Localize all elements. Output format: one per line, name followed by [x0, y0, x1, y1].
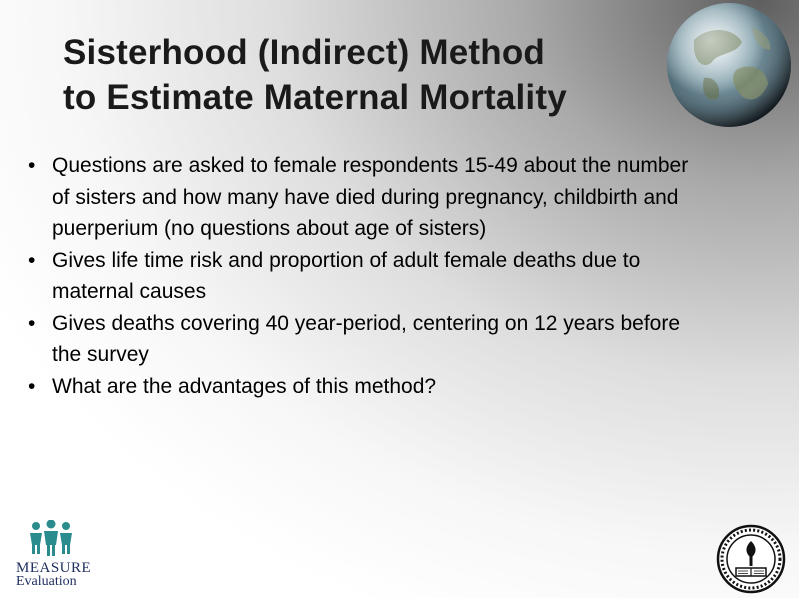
bullet-1-line-3: puerperium (no questions about age of sisters): [52, 217, 487, 240]
bullet-dot: •: [28, 154, 36, 177]
bullet-4-line-1: What are the advantages of this method?: [52, 374, 437, 398]
bullet-2-line-2: maternal causes: [52, 280, 207, 303]
globe-icon: [664, 0, 794, 130]
evaluation-wordmark: Evaluation: [16, 574, 77, 589]
bullet-list: [28, 150, 788, 402]
bullet-item: [28, 371, 788, 403]
bullet-item: [28, 308, 788, 371]
bullet-1-line-2: of sisters and how many have died during pregnancy, childbirth and: [52, 185, 679, 209]
bullet-dot: •: [28, 248, 36, 272]
bullet-item: [28, 150, 788, 245]
bullet-item: [28, 245, 788, 308]
slide-title: [63, 30, 663, 120]
bullet-3-line-2: the survey: [52, 343, 149, 366]
university-seal-icon: [716, 524, 786, 594]
measure-evaluation-logo: [12, 516, 92, 592]
title-line-2: to Estimate Maternal Mortality: [63, 78, 567, 117]
bullet-3-line-1: Gives deaths covering 40 year-period, centering on 12 years before: [52, 311, 681, 335]
title-line-1: Sisterhood (Indirect) Method: [63, 33, 545, 72]
measure-wordmark: MEASURE: [16, 560, 92, 576]
bullet-1-line-1: Questions are asked to female respondents 15-49 about the number: [52, 154, 689, 177]
bullet-dot: •: [28, 311, 36, 335]
bullet-2-line-1: Gives life time risk and proportion of adult female deaths due to: [52, 248, 641, 272]
people-figures-icon: [26, 520, 76, 558]
bullet-dot: •: [28, 374, 36, 398]
